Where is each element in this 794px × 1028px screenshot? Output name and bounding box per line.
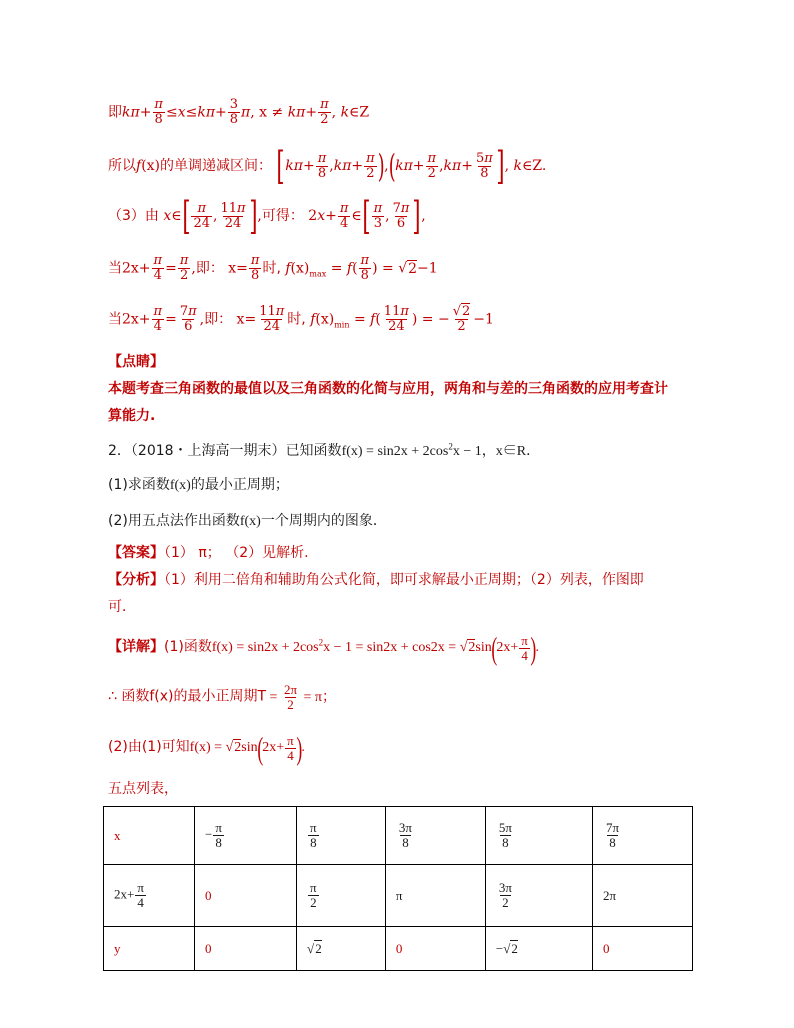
table-row [104, 807, 693, 865]
solution-line-max: 当2x+ $\frac{\pi}{4}$ = $\frac{\pi}{2}$ ,即： x= $\frac{\pi}{8}$ 时, $f(x)_{max} = f$( $\frac{\pi}{8}$ ) = √2−1 [108, 253, 438, 283]
dianjing-text-2: 算能力. [108, 408, 156, 424]
solution-line-min: 当2x+ $\frac{\pi}{4}$ = $\frac{7\pi}{6}$ ,即： x= $\frac{11\pi}{24}$ 时, $f(x)_{min} = f$( $\frac{11\pi}{24}$ ) = − $\frac{√2}{2}$ −1 [108, 304, 494, 334]
table-cell: $\frac{3\pi}{2}$ [485, 865, 592, 927]
solution-line-part3-range: （3）由 x∈[ $\frac{\pi}{24}$ , $\frac{11\pi}{24}$ ],可得： 2x+ $\frac{\pi}{4}$ ∈[ $\frac{\pi}{3}$ , $\frac{7\pi}{6}$ ], [108, 194, 426, 238]
table-cell: 2π [593, 865, 693, 927]
table-row [104, 927, 693, 971]
period-line: ∴ 函数f(x)的最小正周期T = $\frac{2\pi}{2}$ = π； [108, 682, 336, 712]
solution-line-inequality: 即kπ+ $\frac{\pi}{8}$ ≤x≤kπ+ $\frac{3}{8}$ π, x ≠ kπ+ $\frac{\pi}{2}$ , k∈Z [108, 97, 370, 127]
dianjing-text-1: 本题考查三角函数的最值以及三角函数的化简与应用，两角和与差的三角函数的应用考查计 [108, 381, 668, 397]
solution-line-decreasing-interval: 所以f(x)的单调递减区间： [kπ+ $\frac{\pi}{8}$ ,kπ+ $\frac{\pi}{2}$ ),(kπ+ $\frac{\pi}{2}$ ,kπ+ $\frac{5\pi}{8}$ ], k∈Z. [108, 144, 547, 188]
detail-line: 【详解】(1)函数$f(x) = \sin 2x + 2\cos^2x - 1 = \sin 2x + \cos 2x = √2\sin(2x+$ $\frac{\pi}{4}$ ). [108, 630, 540, 666]
table-cell: 0 [593, 927, 693, 971]
row-label-x: x [104, 807, 195, 865]
table-cell: √2 [297, 927, 386, 971]
question-2: 2．（2018・上海高一期末）已知函数$f(x) = \sin 2x + 2\cos^2x - 1$，x∈R． [108, 441, 541, 459]
question-2-part-2: (2)用五点法作出函数f(x)一个周期内的图象． [108, 513, 387, 529]
five-point-table [103, 806, 693, 971]
five-point-label: 五点列表， [108, 781, 178, 797]
table-cell: π [385, 865, 485, 927]
table-row [104, 865, 693, 927]
table-cell: 0 [385, 927, 485, 971]
answer-line: 【答案】（1） π； （2）见解析. [108, 545, 309, 561]
part2-line: (2)由(1)可知f(x) = √2sin(2x+ $\frac{\pi}{4}$ ). [108, 730, 305, 766]
table-cell: −√2 [485, 927, 592, 971]
table-cell: 0 [195, 927, 297, 971]
table-cell: $\frac{\pi}{2}$ [297, 865, 386, 927]
table-cell: $\frac{7\pi}{8}$ [593, 807, 693, 865]
row-label-y: y [104, 927, 195, 971]
question-2-part-1: (1)求函数f(x)的最小正周期； [108, 477, 289, 493]
table-cell: $\frac{3\pi}{8}$ [385, 807, 485, 865]
analysis-line-1: 【分析】（1）利用二倍角和辅助角公式化简，即可求解最小正周期；（2）列表，作图即 [108, 572, 644, 588]
table-cell: $\frac{\pi}{8}$ [297, 807, 386, 865]
row-label-2x-plus-pi-over-4: 2x+ $\frac{\pi}{4}$ [104, 865, 195, 927]
table-cell: $\frac{5\pi}{8}$ [485, 807, 592, 865]
table-cell: − $\frac{\pi}{8}$ [195, 807, 297, 865]
table-cell: 0 [195, 865, 297, 927]
analysis-line-2: 可． [108, 599, 136, 615]
dianjing-label: 【点睛】 [108, 354, 164, 370]
